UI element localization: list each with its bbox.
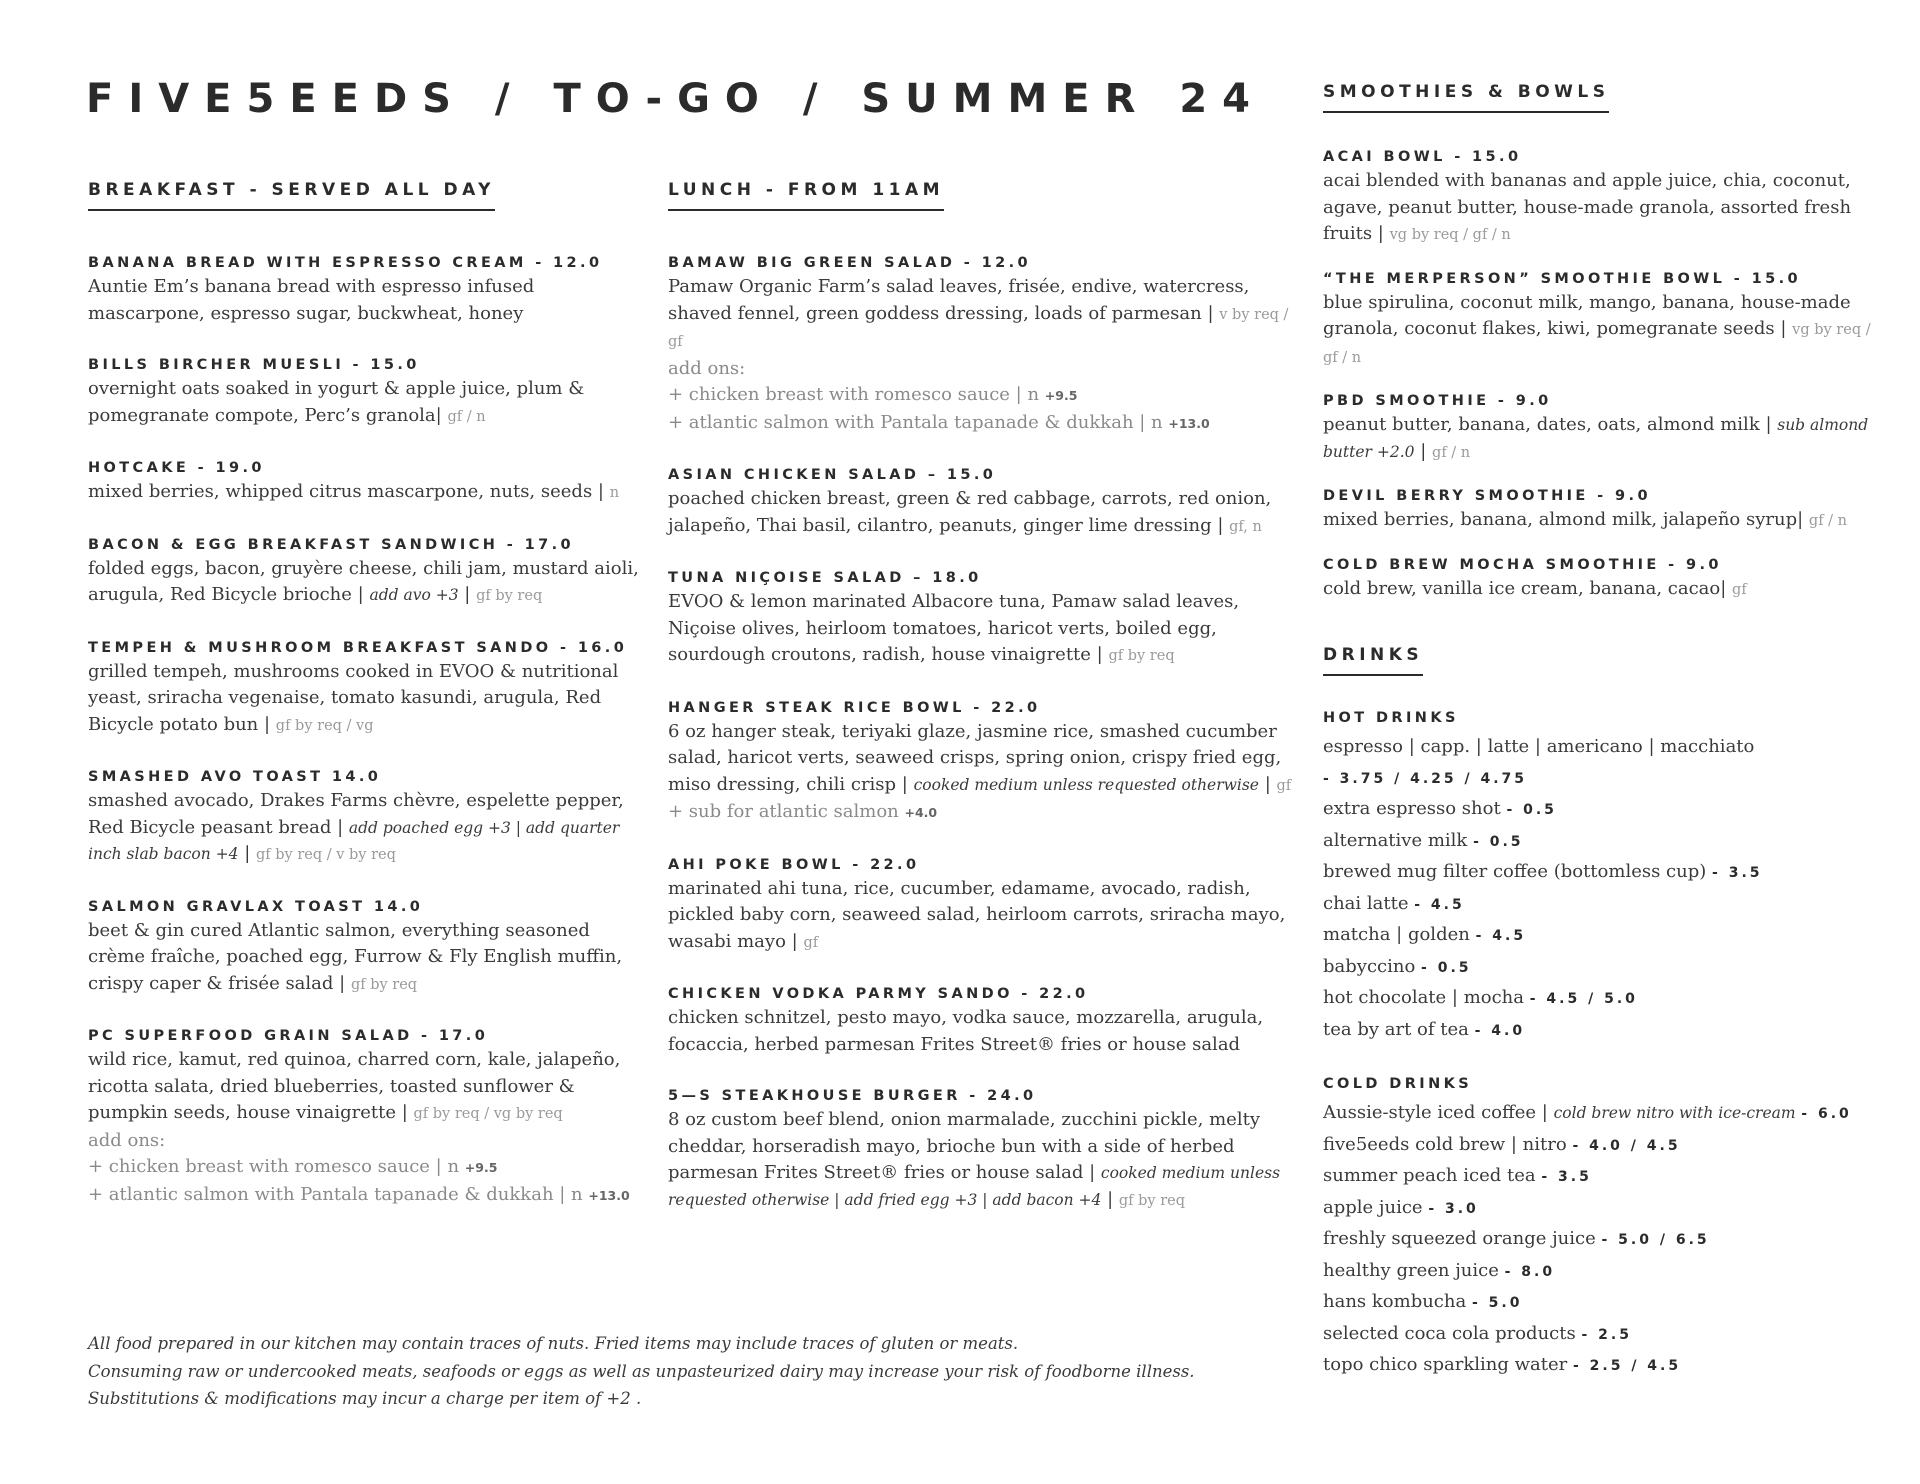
drink-item [1323, 794, 1883, 826]
menu-item-description [88, 788, 650, 869]
drink-item [1323, 1224, 1883, 1256]
drink-item [1323, 952, 1883, 984]
allergen-footer [88, 1330, 1195, 1413]
menu-item-description [88, 1047, 650, 1128]
menu-item-desc-text: poached chicken breast, green & red cabbage, carrots, red onion, jalapeño, Thai basil, cilantro, peanuts, ginger lime dressing | [668, 488, 1272, 536]
menu-item-title: CHICKEN VODKA PARMY SANDO - 22.0 [668, 986, 1089, 1002]
addon-price: +13.0 [1168, 415, 1210, 431]
addon-price: +9.5 [464, 1160, 498, 1175]
drink-name: hot chocolate | mocha [1323, 987, 1525, 1008]
dietary-tags: gf / n [1432, 444, 1471, 461]
drink-name: chai latte [1323, 892, 1409, 914]
drinks-section [1323, 645, 1883, 1382]
addon-price: +13.0 [588, 1187, 630, 1203]
addon-text: + chicken breast with romesco sauce | n [88, 1156, 460, 1177]
separator: | [1101, 1188, 1119, 1210]
drink-price: - 4.5 / 5.0 [1529, 991, 1638, 1007]
menu-item-title: “THE MERPERSON” SMOOTHIE BOWL - 15.0 [1323, 270, 1801, 287]
menu-item-title: COLD BREW MOCHA SMOOTHIE - 9.0 [1323, 556, 1722, 573]
drink-name: hans kombucha [1323, 1291, 1467, 1312]
menu-item-description [1323, 168, 1883, 249]
separator: | [238, 843, 256, 864]
menu-item-desc-text: Auntie Em’s banana bread with espresso infused mascarpone, espresso sugar, buckwheat, honey [88, 276, 535, 324]
drink-name: babyccino [1323, 955, 1416, 977]
menu-item-description [1323, 507, 1883, 535]
menu-item-description [88, 479, 650, 507]
lunch-heading: LUNCH - FROM 11AM [668, 180, 944, 211]
drink-name: selected coca cola products [1323, 1322, 1576, 1344]
addon-price: +4.0 [904, 805, 938, 820]
menu-item-description [1323, 576, 1883, 604]
drink-price: - 3.5 [1712, 865, 1763, 881]
menu-item-title: DEVIL BERRY SMOOTHIE - 9.0 [1323, 488, 1651, 504]
dietary-tags: gf, n [1229, 518, 1262, 535]
menu-item-desc-text: overnight oats soaked in yogurt & apple juice, plum & pomegranate compote, Perc’s granola| [88, 378, 585, 426]
drink-item [1323, 1350, 1883, 1382]
menu-item [88, 1028, 650, 1209]
smoothies-heading: SMOOTHIES & BOWLS [1323, 82, 1609, 113]
drink-item [1323, 983, 1883, 1015]
drink-item [1323, 1256, 1883, 1288]
drink-name: alternative milk [1323, 829, 1468, 851]
addons-label: add ons: [668, 357, 746, 379]
menu-item-extras: cooked medium unless requested otherwise [913, 775, 1259, 794]
menu-item-desc-text: Pamaw Organic Farm’s salad leaves, frisée, endive, watercress, shaved fennel, green goddess dressing, loads of parmesan | [668, 276, 1250, 324]
drink-price: - 0.5 [1506, 802, 1557, 818]
menu-item [1323, 149, 1883, 249]
menu-item-title: ASIAN CHICKEN SALAD – 15.0 [668, 467, 997, 483]
smoothies-section [1323, 82, 1883, 603]
menu-item-title: TEMPEH & MUSHROOM BREAKFAST SANDO - 16.0 [88, 639, 628, 656]
drink-name: freshly squeezed orange juice [1323, 1228, 1596, 1249]
lunch-items [668, 255, 1298, 1214]
menu-item-description [668, 876, 1298, 957]
drink-price: - 3.75 / 4.25 / 4.75 [1323, 770, 1528, 787]
menu-item-desc-text: 6 oz hanger steak, teriyaki glaze, jasmine rice, smashed cucumber salad, haricot verts, seaweed crisps, spring onion, crispy fried egg, miso dressing, chili crisp | [668, 720, 1282, 795]
drink-price: - 5.0 [1471, 1295, 1523, 1311]
dietary-tags: gf / n [447, 408, 486, 425]
dietary-tags: gf by req / v by req [255, 847, 396, 863]
menu-item-desc-text: mixed berries, banana, almond milk, jalapeño syrup| [1323, 509, 1804, 530]
dietary-tags: v by req / gf [668, 306, 1289, 350]
menu-item [88, 255, 650, 327]
addon-line [88, 1154, 650, 1182]
dietary-tags: gf / n [1808, 513, 1848, 529]
addons-block [668, 799, 1298, 827]
drink-price: - 4.0 / 4.5 [1572, 1137, 1681, 1154]
menu-item [668, 857, 1298, 957]
menu-item-desc-text: marinated ahi tuna, rice, cucumber, edamame, avocado, radish, pickled baby corn, seaweed salad, heirloom carrots, sriracha mayo, wasabi mayo | [668, 877, 1286, 952]
cold-drinks-list [1323, 1098, 1883, 1382]
menu-item-description [668, 1107, 1298, 1214]
drink-item [1323, 826, 1883, 858]
drink-note: cold brew nitro with ice-cream [1553, 1104, 1796, 1122]
menu-item-description [1323, 412, 1883, 466]
drink-name: five5eeds cold brew | nitro [1323, 1133, 1567, 1155]
cold-drinks-heading: COLD DRINKS [1323, 1076, 1473, 1092]
menu-item [668, 467, 1298, 540]
dietary-tags: gf by req [350, 976, 418, 993]
menu-item [88, 769, 650, 869]
menu-item [668, 570, 1298, 670]
dietary-tags: gf [803, 934, 819, 951]
menu-item-title: BACON & EGG BREAKFAST SANDWICH - 17.0 [88, 536, 574, 553]
menu-item-desc-text: 8 oz custom beef blend, onion marmalade, zucchini pickle, melty cheddar, horseradish mayo, brioche bun with a side of herbed parmesan Frites Street® fries or house salad | [668, 1109, 1260, 1183]
dietary-tags: gf by req [476, 588, 543, 604]
menu-item [88, 357, 650, 430]
menu-item-title: BANANA BREAD WITH ESPRESSO CREAM - 12.0 [88, 255, 603, 271]
dietary-tags: n [609, 485, 620, 501]
menu-item-title: ACAI BOWL - 15.0 [1323, 149, 1522, 165]
menu-item [1323, 271, 1883, 372]
menu-item-description [668, 1005, 1298, 1058]
drink-price: - 5.0 / 6.5 [1601, 1232, 1710, 1248]
menu-item-description [668, 486, 1298, 540]
drink-item [1323, 1161, 1883, 1193]
drink-item [1323, 732, 1883, 763]
breakfast-items [88, 255, 650, 1209]
menu-item-desc-text: beet & gin cured Atlantic salmon, everything seasoned crème fraîche, poached egg, Furrow & Fly English muffin, crispy caper & frisée salad | [88, 919, 623, 994]
drink-price: - 3.0 [1428, 1200, 1479, 1217]
footer-line: All food prepared in our kitchen may contain traces of nuts. Fried items may include traces of gluten or meats. [88, 1334, 1019, 1353]
menu-item-desc-text: cold brew, vanilla ice cream, banana, cacao| [1323, 577, 1727, 599]
menu-item-desc-text: mixed berries, whipped citrus mascarpone, nuts, seeds | [88, 481, 604, 502]
drink-item [1323, 763, 1883, 795]
drink-price: - 4.5 [1414, 896, 1465, 913]
menu-item-extras: add poached egg +3 | add quarter inch slab bacon +4 [88, 818, 620, 863]
menu-item-title: HOTCAKE - 19.0 [88, 460, 265, 476]
menu-item [88, 537, 650, 610]
menu-item-title: 5—S STEAKHOUSE BURGER - 24.0 [668, 1088, 1037, 1104]
menu-item-desc-text: acai blended with bananas and apple juice, chia, coconut, agave, peanut butter, house-made granola, assorted fresh fruits | [1323, 170, 1852, 244]
drink-price: - 8.0 [1504, 1263, 1556, 1280]
dietary-tags: gf by req [1118, 1192, 1186, 1209]
drink-price: - 0.5 [1473, 833, 1524, 850]
menu-item [1323, 488, 1883, 535]
menu-item-description [88, 918, 650, 999]
menu-item-title: PC SUPERFOOD GRAIN SALAD - 17.0 [88, 1028, 489, 1044]
addon-text: + atlantic salmon with Pantala tapanade & dukkah | n [88, 1183, 583, 1205]
menu-item-desc-text: grilled tempeh, mushrooms cooked in EVOO & nutritional yeast, sriracha vegenaise, tomato kasundi, arugula, Red Bicycle potato bun | [88, 660, 619, 735]
drink-name: Aussie-style iced coffee | [1323, 1102, 1548, 1123]
drink-price: - 4.0 [1474, 1022, 1526, 1039]
drink-item [1323, 920, 1883, 952]
footer-line: Substitutions & modifications may incur a charge per item of +2 . [88, 1389, 642, 1408]
drink-item [1323, 1319, 1883, 1351]
menu-item-desc-text: peanut butter, banana, dates, oats, almond milk | [1323, 414, 1772, 435]
dietary-tags: gf [1732, 581, 1747, 598]
drink-item [1323, 1287, 1883, 1319]
separator: | [458, 584, 477, 605]
menu-item-description [668, 719, 1298, 800]
menu-item-title: SALMON GRAVLAX TOAST 14.0 [88, 898, 424, 915]
right-column [1323, 82, 1883, 1382]
addons-block [668, 356, 1298, 438]
menu-item-title: BAMAW BIG GREEN SALAD - 12.0 [668, 255, 1032, 271]
separator: | [1414, 440, 1433, 462]
smoothie-items [1323, 149, 1883, 603]
addon-line [668, 799, 1298, 827]
addons-label: add ons: [88, 1129, 166, 1151]
menu-item-description [88, 274, 650, 327]
lunch-column [668, 180, 1298, 1244]
drink-name: espresso | capp. | latte | americano | macchiato [1323, 736, 1755, 757]
menu-item-desc-text: EVOO & lemon marinated Albacore tuna, Pamaw salad leaves, Niçoise olives, heirloom tomatoes, haricot verts, boiled egg, sourdough croutons, radish, house vinaigrette | [668, 591, 1240, 665]
drink-price: - 6.0 [1801, 1106, 1852, 1122]
drink-name: healthy green juice [1323, 1259, 1499, 1281]
addon-text: + sub for atlantic salmon [668, 801, 899, 822]
hot-drinks-heading: HOT DRINKS [1323, 710, 1459, 726]
drink-price: - 2.5 / 4.5 [1572, 1358, 1682, 1374]
menu-item-extras: sub almond butter +2.0 [1323, 416, 1869, 461]
dietary-tags: gf by req / vg [275, 717, 374, 734]
footer-line: Consuming raw or undercooked meats, seafoods or eggs as well as unpasteurized dairy may increase your risk of foodborne illness. [88, 1361, 1195, 1381]
menu-item-description [88, 556, 650, 610]
menu-item [668, 986, 1298, 1058]
drink-name: brewed mug filter coffee (bottomless cup) [1323, 861, 1707, 882]
drink-item [1323, 1193, 1883, 1225]
drink-item [1323, 1130, 1883, 1162]
menu-item-title: SMASHED AVO TOAST 14.0 [88, 769, 382, 785]
addon-text: + chicken breast with romesco sauce | n [668, 384, 1040, 405]
menu-item-extras: cooked medium unless requested otherwise | add fried egg +3 | add bacon +4 [668, 1164, 1281, 1209]
drink-name: apple juice [1323, 1196, 1423, 1218]
menu-item-title: PBD SMOOTHIE - 9.0 [1323, 393, 1552, 409]
menu-item-description [88, 376, 650, 430]
drink-name: topo chico sparkling water [1323, 1354, 1568, 1375]
drink-price: - 3.5 [1541, 1169, 1592, 1185]
menu-item [1323, 557, 1883, 604]
addon-line [88, 1182, 650, 1210]
menu-item-desc-text: smashed avocado, Drakes Farms chèvre, espelette pepper, Red Bicycle peasant bread | [88, 790, 624, 838]
drink-name: extra espresso shot [1323, 798, 1501, 819]
menu-item [668, 1088, 1298, 1214]
drink-price: - 0.5 [1421, 959, 1472, 976]
drink-item [1323, 889, 1883, 921]
menu-item [1323, 393, 1883, 466]
menu-item-desc-text: blue spirulina, coconut milk, mango, banana, house-made granola, coconut flakes, kiwi, pomegranate seeds | [1323, 291, 1851, 339]
menu-item-description [668, 274, 1298, 356]
menu-item-desc-text: folded eggs, bacon, gruyère cheese, chili jam, mustard aioli, arugula, Red Bicycle brioche | [88, 557, 639, 605]
dietary-tags: gf [1276, 777, 1292, 794]
dietary-tags: gf by req [1108, 648, 1175, 664]
menu-item-title: TUNA NIÇOISE SALAD – 18.0 [668, 570, 982, 586]
drink-name: summer peach iced tea [1323, 1165, 1536, 1186]
menu-item-description [1323, 290, 1883, 372]
breakfast-heading: BREAKFAST - SERVED ALL DAY [88, 180, 495, 211]
addon-line [668, 410, 1298, 438]
menu-item-title: BILLS BIRCHER MUESLI - 15.0 [88, 357, 420, 373]
menu-item [668, 700, 1298, 827]
page-title: FIVE5EEDS / TO-GO / SUMMER 24 [86, 76, 1265, 122]
menu-item [88, 899, 650, 999]
menu-item-description [88, 659, 650, 740]
breakfast-column [88, 180, 650, 1239]
dietary-tags: vg by req / gf / n [1389, 227, 1511, 243]
drink-price: - 4.5 [1475, 928, 1527, 944]
menu-item-description [668, 589, 1298, 670]
drink-item [1323, 857, 1883, 889]
menu-item [668, 255, 1298, 437]
drink-item [1323, 1098, 1883, 1130]
menu-item [88, 640, 650, 740]
separator: | [1258, 773, 1277, 795]
dietary-tags: gf by req / vg by req [413, 1106, 563, 1122]
addon-price: +9.5 [1044, 388, 1078, 403]
addon-line [668, 382, 1298, 410]
menu-item [88, 460, 650, 507]
menu-item-desc-text: wild rice, kamut, red quinoa, charred corn, kale, jalapeño, ricotta salata, dried blueberries, toasted sunflower & pumpkin seeds, house vinaigrette | [88, 1049, 621, 1123]
menu-item-title: HANGER STEAK RICE BOWL - 22.0 [668, 699, 1041, 716]
addons-block [88, 1128, 650, 1210]
hot-drinks-list [1323, 732, 1883, 1046]
menu-item-title: AHI POKE BOWL - 22.0 [668, 856, 920, 873]
drink-name: tea by art of tea [1323, 1018, 1469, 1040]
drinks-heading: DRINKS [1323, 645, 1423, 676]
menu-item-desc-text: chicken schnitzel, pesto mayo, vodka sauce, mozzarella, arugula, focaccia, herbed parmesan Frites Street® fries or house salad [668, 1007, 1264, 1055]
menu-item-extras: add avo +3 [369, 586, 459, 604]
drink-item [1323, 1015, 1883, 1047]
drink-name: matcha | golden [1323, 924, 1470, 945]
dietary-tags: vg by req / gf / n [1323, 322, 1871, 366]
drink-price: - 2.5 [1581, 1326, 1632, 1343]
addon-text: + atlantic salmon with Pantala tapanade & dukkah | n [668, 411, 1163, 433]
